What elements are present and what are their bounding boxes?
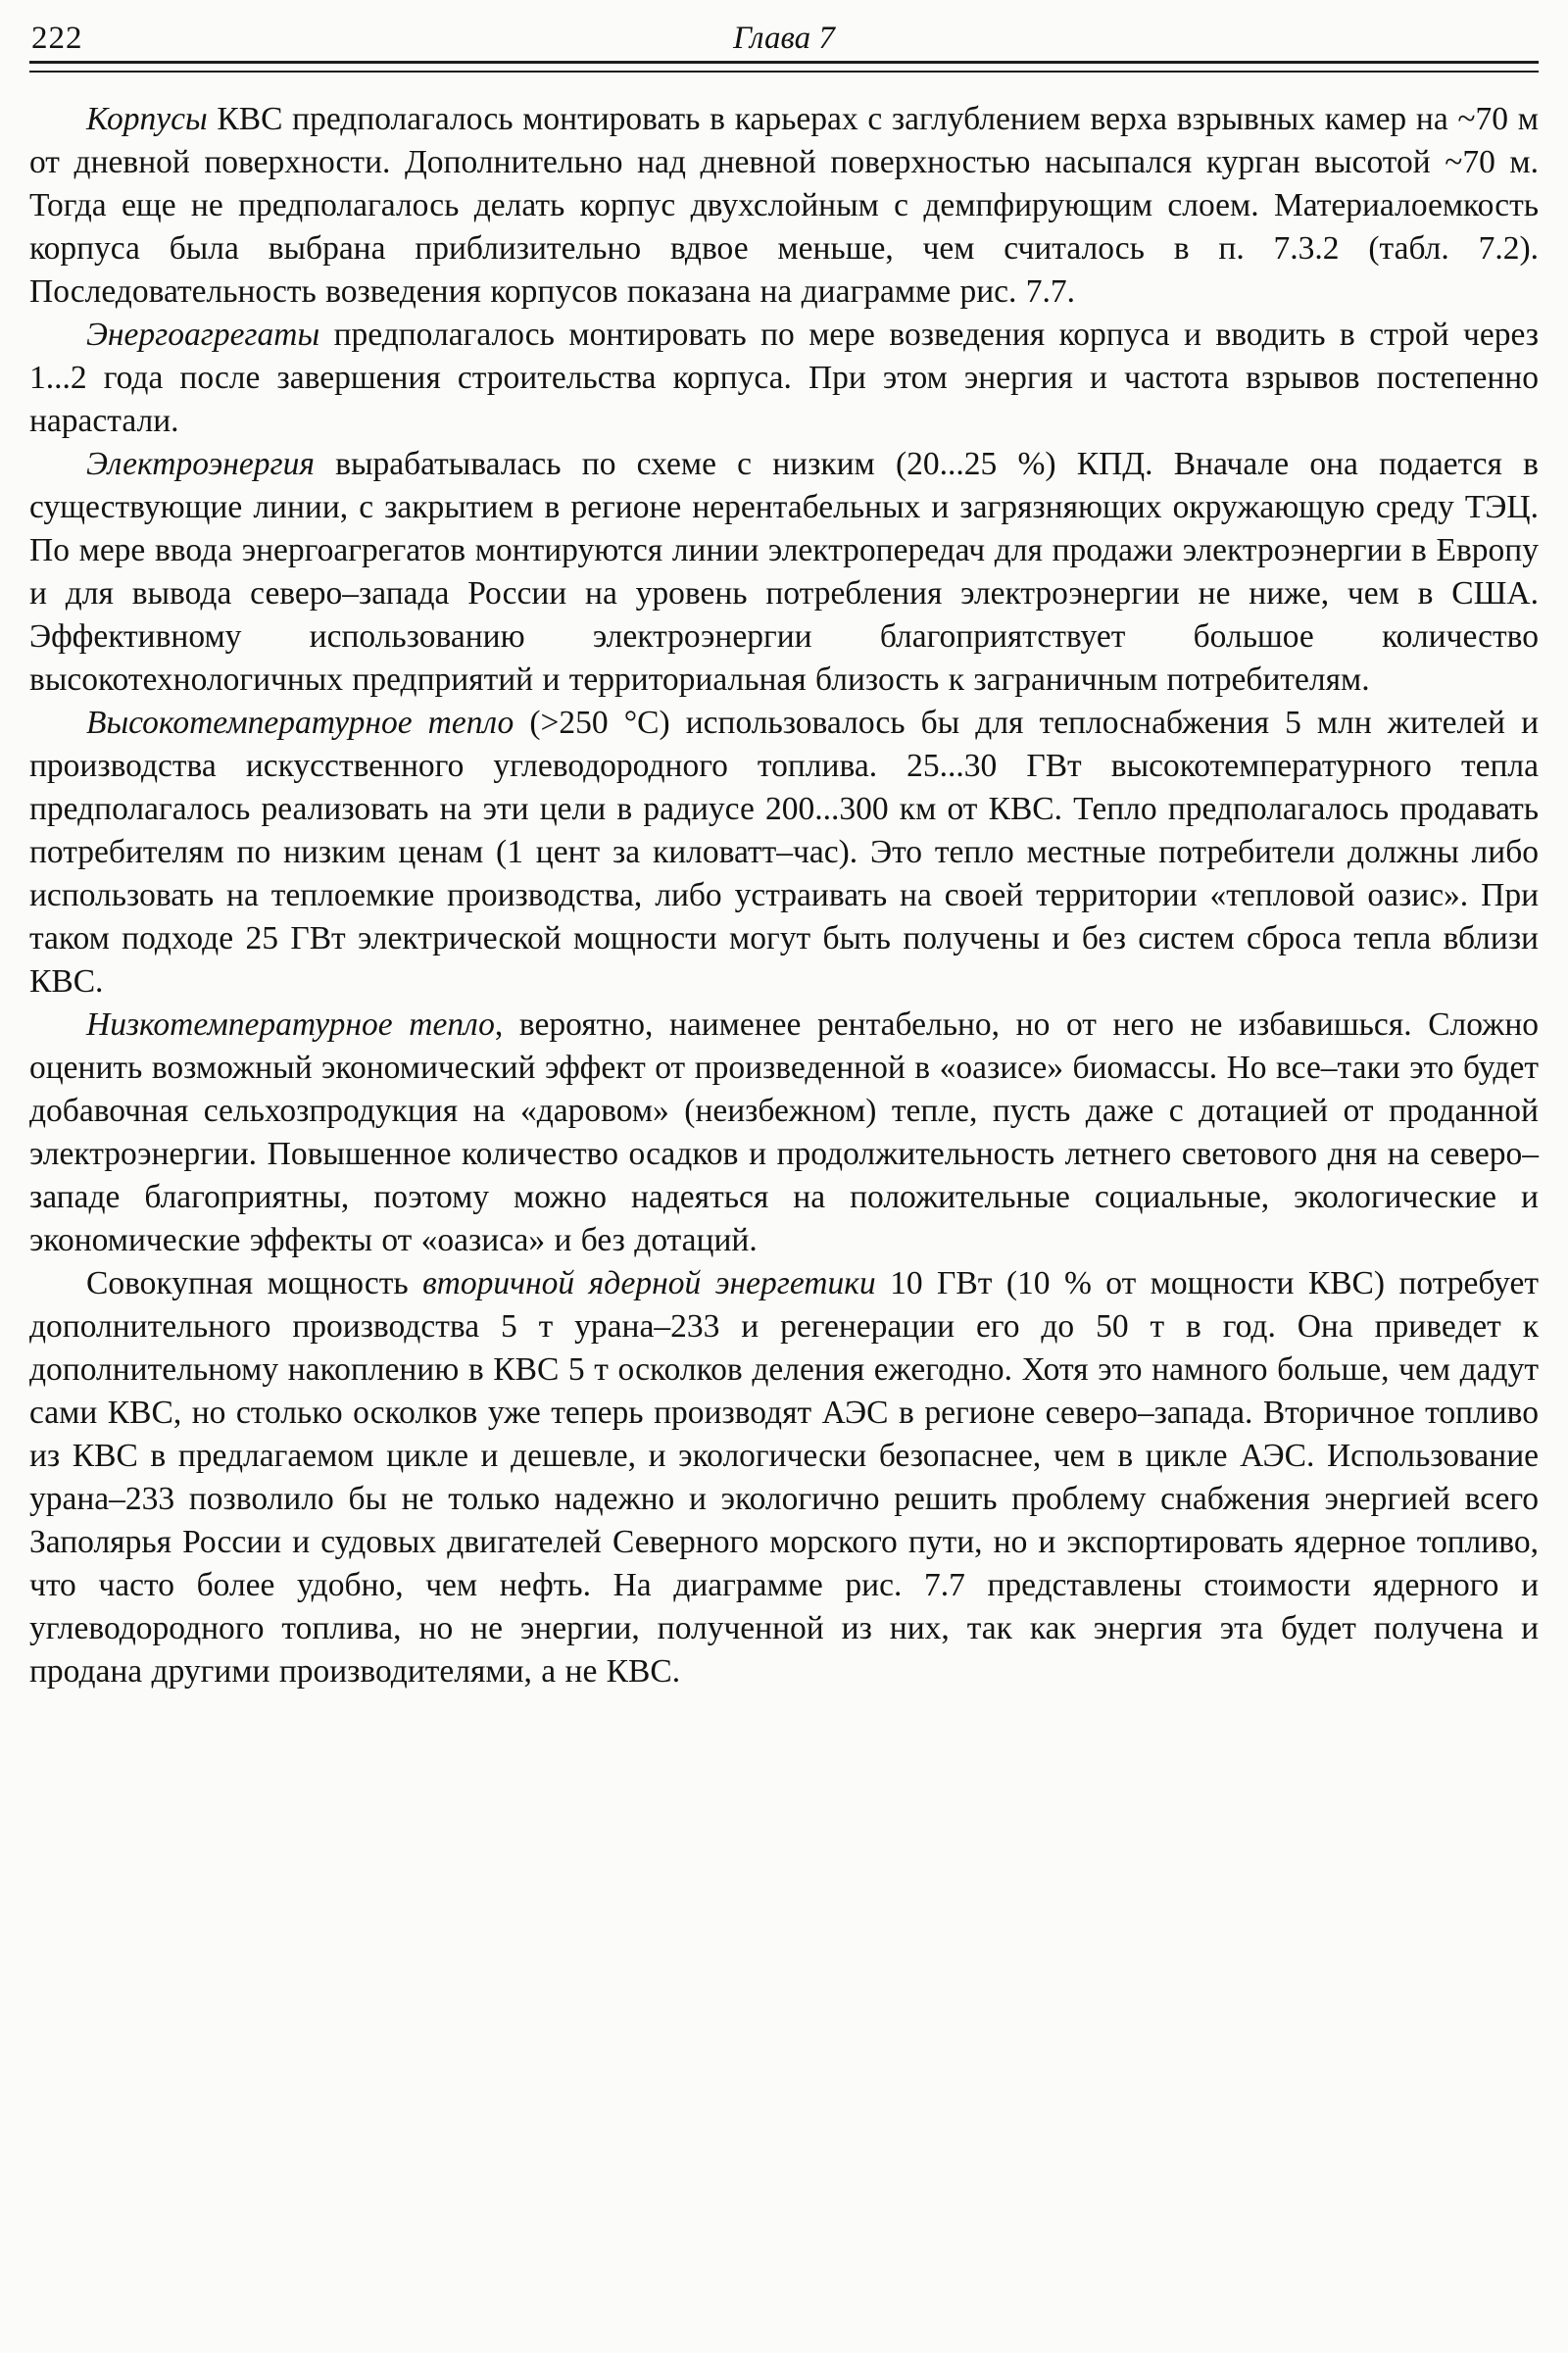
header-rule xyxy=(29,61,1539,73)
text-body xyxy=(29,98,1539,1693)
paragraph-text: Совокупная мощность xyxy=(86,1265,423,1301)
paragraph-emphasis: Электроэнергия xyxy=(86,446,315,482)
page-number: 222 xyxy=(31,21,83,56)
paragraph xyxy=(29,702,1539,1004)
page-header xyxy=(29,16,1539,61)
paragraph-text: (>250 °С) использовалось бы для теплоснабжения 5 млн жителей и производства искусственного углеводородного топлива. 25...30 ГВт высокотемпературного тепла предполагалось реализовать на эти цели в радиусе 200...300 км от КВС. Тепло предполагалось продавать потребителям по низким ценам (1 цент за киловатт–час). Это тепло местные потребители должны либо использовать на теплоемкие производства, либо устраивать на своей территории «тепловой оазис». При таком подходе 25 ГВт электрической мощности могут быть получены и без систем сброса тепла вблизи КВС. xyxy=(29,705,1539,1000)
paragraph-emphasis: вторичной ядерной энергетики xyxy=(422,1265,876,1301)
paragraph-text: 10 ГВт (10 % от мощности КВС) потребует дополнительного производства 5 т урана–233 и регенерации его до 50 т в год. Она приведет к дополнительному накоплению в КВС 5 т осколков деления ежегодно. Хотя это намного больше, чем дадут сами КВС, но столько осколков уже теперь производят АЭС в регионе северо–запада. Вторичное топливо из КВС в предлагаемом цикле и дешевле, и экологически безопаснее, чем в цикле АЭС. Использование урана–233 позволило бы не только надежно и экологично решить проблему снабжения энергией всего Заполярья России и судовых двигателей Северного морского пути, но и экспортировать ядерное топливо, что часто более удобно, чем нефть. На диаграмме рис. 7.7 представлены стоимости ядерного и углеводородного топлива, но не энергии, полученной из них, так как энергия эта будет получена и продана другими производителями, а не КВС. xyxy=(29,1265,1539,1690)
paragraph xyxy=(29,443,1539,702)
paragraph-text: вырабатывалась по схеме с низким (20...25 %) КПД. Вначале она подается в существующие линии, с закрытием в регионе нерентабельных и загрязняющих окружающую среду ТЭЦ. По мере ввода энергоагрегатов монтируются линии электропередач для продажи электроэнергии в Европу и для вывода северо–запада России на уровень потребления электроэнергии не ниже, чем в США. Эффективному использованию электроэнергии благоприятствует большое количество высокотехнологичных предприятий и территориальная близость к заграничным потребителям. xyxy=(29,446,1539,698)
paragraph-text: предполагалось монтировать по мере возведения корпуса и вводить в строй через 1...2 года после завершения строительства корпуса. При этом энергия и частота взрывов постепенно нарастали. xyxy=(29,317,1539,439)
paragraph-emphasis: Высокотемпературное тепло xyxy=(86,705,514,741)
paragraph xyxy=(29,314,1539,443)
paragraph-emphasis: Низкотемпературное тепло xyxy=(86,1006,495,1043)
chapter-title: Глава 7 xyxy=(733,21,835,56)
paragraph-emphasis: Корпусы xyxy=(86,101,208,137)
paragraph-emphasis: Энергоагрегаты xyxy=(86,317,320,353)
paragraph-text: КВС предполагалось монтировать в карьерах с заглублением верха взрывных камер на ~70 м от дневной поверхности. Дополнительно над дневной поверхностью насыпался курган высотой ~70 м. Тогда еще не предполагалось делать корпус двухслойным с демпфирующим слоем. Материалоемкость корпуса была выбрана приблизительно вдвое меньше, чем считалось в п. 7.3.2 (табл. 7.2). Последовательность возведения корпусов показана на диаграмме рис. 7.7. xyxy=(29,101,1539,310)
paragraph xyxy=(29,1004,1539,1262)
paragraph xyxy=(29,1262,1539,1693)
paragraph-text: , вероятно, наименее рентабельно, но от него не избавишься. Сложно оценить возможный экономический эффект от произведенной в «оазисе» биомассы. Но все–таки это будет добавочная сельхозпродукция на «даровом» (неизбежном) тепле, пусть даже с дотацией от проданной электроэнергии. Повышенное количество осадков и продолжительность летнего светового дня на северо–западе благоприятны, поэтому можно надеяться на положительные социальные, экологические и экономические эффекты от «оазиса» и без дотаций. xyxy=(29,1006,1540,1258)
paragraph xyxy=(29,98,1539,314)
